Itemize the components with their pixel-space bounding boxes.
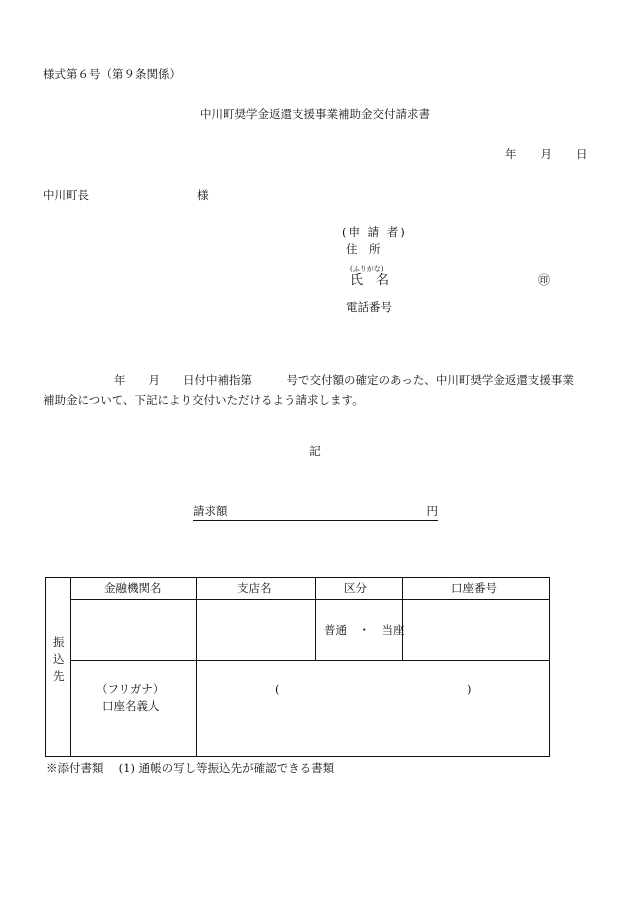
col-divider-1 (196, 578, 197, 756)
row-divider (70, 660, 549, 661)
addressee-honorific: 様 (197, 188, 209, 202)
name-label: 氏 名 (350, 273, 390, 288)
ki-heading: 記 (309, 444, 321, 458)
header-divider (70, 599, 549, 600)
date-day: 日 (576, 147, 588, 161)
side-char-2: 込 (53, 652, 65, 666)
addressee-name: 中川町長 (43, 188, 89, 202)
transfer-table (45, 577, 550, 757)
request-amount-unit: 円 (426, 504, 438, 518)
holder-furigana-label: （フリガナ） (96, 682, 165, 696)
header-account-type: 区分 (344, 581, 367, 595)
request-amount-label: 請求額 (193, 504, 228, 518)
side-char-3: 先 (53, 669, 65, 683)
header-account-number: 口座番号 (451, 581, 497, 595)
date-month: 月 (540, 147, 552, 161)
holder-paren-open: ( (275, 682, 280, 696)
transfer-side-label (53, 634, 65, 685)
phone-label: 電話番号 (346, 300, 392, 314)
applicant-heading: (申 請 者) (342, 225, 407, 239)
holder-paren-close: ) (467, 682, 472, 696)
document-title: 中川町奨学金返還支援事業補助金交付請求書 (200, 107, 430, 121)
date-line (505, 149, 588, 161)
furigana-label: (ふりがな) (350, 265, 384, 273)
holder-name-label: 口座名義人 (102, 699, 160, 713)
side-char-1: 振 (53, 635, 65, 649)
seal-mark: ㊞ (538, 273, 551, 287)
address-label: 住 所 (346, 242, 381, 256)
account-type-options: 普通 ・ 当座 (324, 623, 405, 637)
body-text-line2: 補助金について、下記により交付いただけるよう請求します。 (43, 393, 364, 407)
date-year: 年 (505, 147, 517, 161)
attachments-note: ※添付書類 (1) 通帳の写し等振込先が確認できる書類 (46, 761, 335, 775)
header-bank-name: 金融機関名 (104, 581, 162, 595)
form-number: 様式第６号（第９条関係） (43, 67, 181, 81)
header-branch-name: 支店名 (237, 581, 272, 595)
transfer-side-cell (46, 578, 71, 756)
body-text-line1: 年 月 日付中補指第 号で交付額の確定のあった、中川町奨学金返還支援事業 (114, 373, 574, 387)
request-amount-line (193, 506, 438, 521)
col-divider-3 (402, 578, 403, 660)
col-divider-2 (315, 578, 316, 660)
